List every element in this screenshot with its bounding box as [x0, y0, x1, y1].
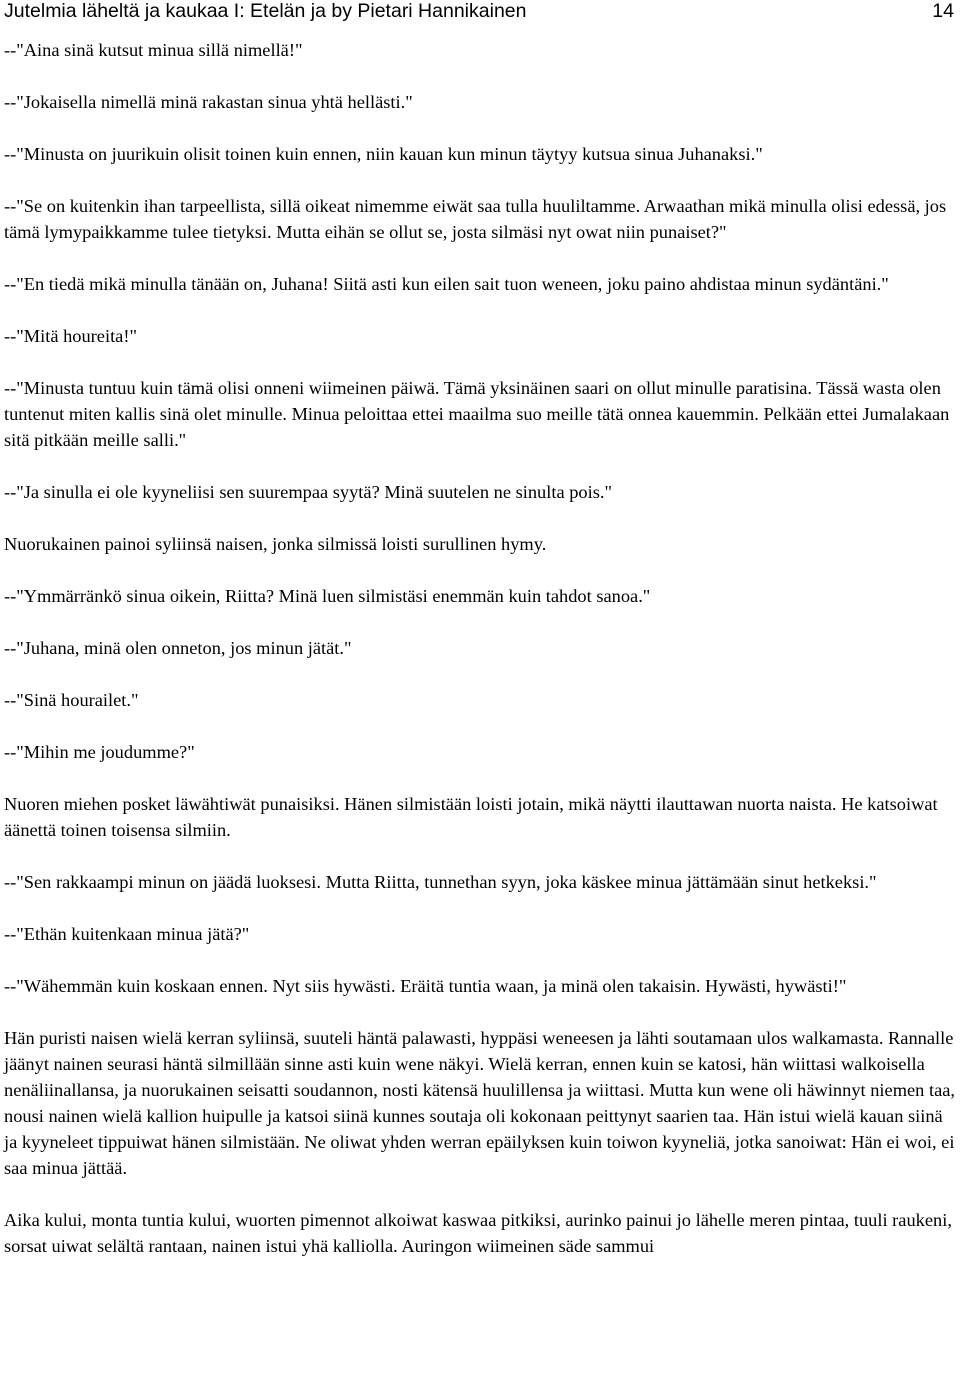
- paragraph: --"Ja sinulla ei ole kyyneliisi sen suurempaa syytä? Minä suutelen ne sinulta pois.": [4, 482, 612, 502]
- paragraph: --"Jokaisella nimellä minä rakastan sinua yhtä hellästi.": [4, 92, 413, 112]
- paragraph: --"Minusta on juurikuin olisit toinen kuin ennen, niin kauan kun minun täytyy kutsua sinua Juhanaksi.": [4, 144, 763, 164]
- paragraph: Hän puristi naisen wielä kerran syliinsä, suuteli häntä palawasti, hyppäsi weneesen ja lähti soutamaan ulos walkamasta. Rannalle jäänyt nainen seurasi häntä silmillään sinne asti kuin wene näkyi. Wielä kerran, ennen kuin se katosi, hän wiittasi walkoisella nenäliinallansa, ja nuorukainen seisatti soudannon, nosti kätensä huulillensa ja wiittasi. Mutta kun wene oli häwinnyt niemen taa, nousi nainen wielä kallion huipulle ja katsoi siinä kunnes soutaja oli kokonaan peittynyt saarien taa. Hän istui wielä kauan siinä ja kyyneleet tippuiwat hänen silmistään. Ne oliwat yhden werran epäilyksen kuin toiwon kyyneliä, jotka sanoiwat: Hän ei woi, ei saa minua jättää.: [4, 1028, 955, 1178]
- paragraph: --"Ymmärränkö sinua oikein, Riitta? Minä luen silmistäsi enemmän kuin tahdot sanoa.": [4, 586, 651, 606]
- paragraph: Nuoren miehen posket läwähtiwät punaisiksi. Hänen silmistään loisti jotain, mikä näytti ilauttawan nuorta naista. He katsoiwat äänettä toinen toisensa silmiin.: [4, 794, 938, 840]
- page-number: 14: [932, 0, 954, 22]
- paragraph: --"Wähemmän kuin koskaan ennen. Nyt siis hywästi. Eräitä tuntia waan, ja minä olen takaisin. Hywästi, hywästi!": [4, 976, 847, 996]
- paragraph: --"Aina sinä kutsut minua sillä nimellä!": [4, 40, 303, 60]
- paragraph: --"Ethän kuitenkaan minua jätä?": [4, 924, 250, 944]
- paragraph: --"Sen rakkaampi minun on jäädä luoksesi. Mutta Riitta, tunnethan syyn, joka käskee minua jättämään sinut hetkeksi.": [4, 872, 877, 892]
- paragraph: Aika kului, monta tuntia kului, wuorten pimennot alkoiwat kaswaa pitkiksi, aurinko painui jo lähelle meren pintaa, tuuli raukeni, sorsat uiwat selältä rantaan, nainen istui yhä kalliolla. Auringon wiimeinen säde sammui: [4, 1210, 952, 1256]
- paragraph: Nuorukainen painoi syliinsä naisen, jonka silmissä loisti surullinen hymy.: [4, 534, 547, 554]
- book-title: Jutelmia läheltä ja kaukaa I: Etelän ja by Pietari Hannikainen: [4, 0, 527, 22]
- paragraph: --"En tiedä mikä minulla tänään on, Juhana! Siitä asti kun eilen sait tuon weneen, joku paino ahdistaa minun sydäntäni.": [4, 274, 889, 294]
- paragraph: --"Juhana, minä olen onneton, jos minun jätät.": [4, 638, 352, 658]
- paragraph: --"Se on kuitenkin ihan tarpeellista, sillä oikeat nimemme eiwät saa tulla huuliltamme. Arwaathan mikä minulla olisi edessä, jos tämä lymypaikkamme tulee tietyksi. Mutta eihän se ollut se, josta silmäsi nyt owat niin punaiset?": [4, 196, 947, 242]
- paragraph: --"Mihin me joudumme?": [4, 742, 195, 762]
- paragraph: --"Mitä houreita!": [4, 326, 137, 346]
- book-text: [4, 37, 956, 1285]
- paragraph: --"Minusta tuntuu kuin tämä olisi onneni wiimeinen päiwä. Tämä yksinäinen saari on ollut minulle paratisina. Tässä wasta olen tuntenut miten kallis sinä olet minulle. Minua peloittaa ettei maailma suo meille tätä onnea kauemmin. Pelkään ettei Jumalakaan sitä pitkään meille salli.": [4, 378, 950, 450]
- page-header: [4, 0, 954, 26]
- paragraph: --"Sinä hourailet.": [4, 690, 139, 710]
